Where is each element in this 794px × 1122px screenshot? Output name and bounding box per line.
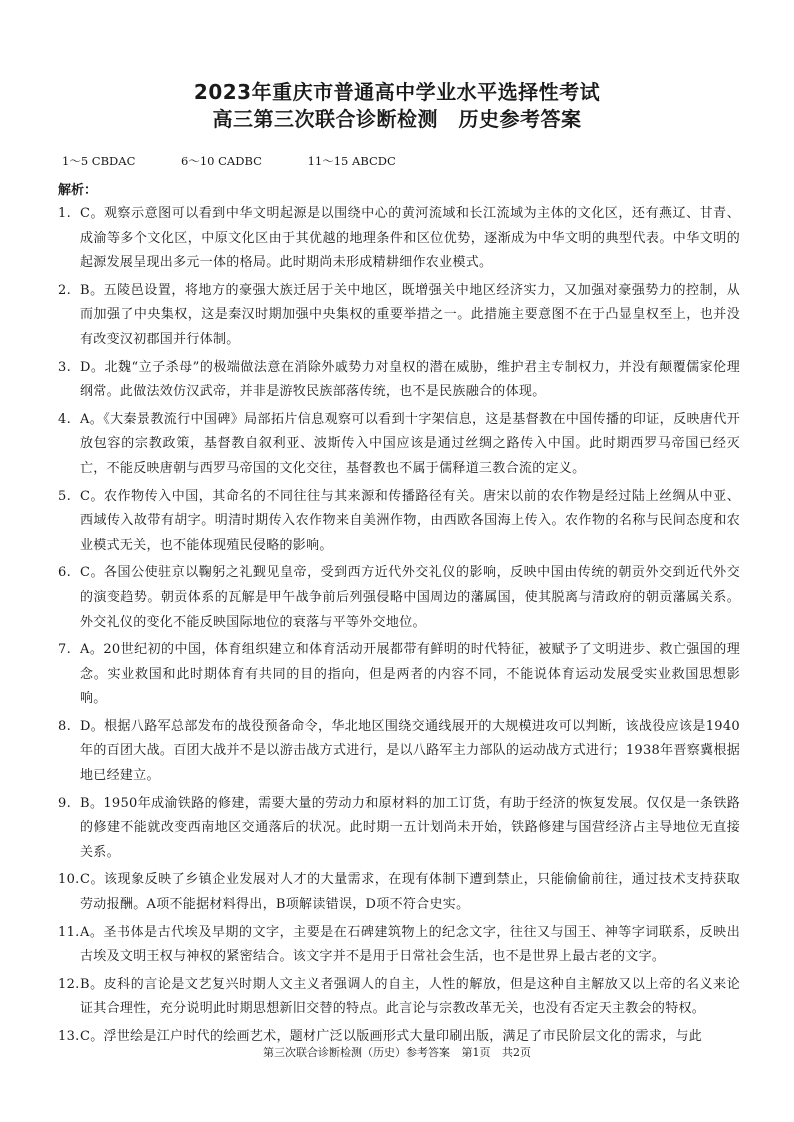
item-number: 11. xyxy=(58,924,80,940)
analysis-item xyxy=(58,973,740,1022)
analysis-item xyxy=(58,408,740,482)
item-number: 3. xyxy=(58,359,72,375)
item-number: 13. xyxy=(58,1029,80,1044)
analysis-item xyxy=(58,868,740,917)
item-text: A。圣书体是古代埃及早期的文字，主要是在石碑建筑物上的纪念文字，往往又与国王、神等字词联系，反映出古埃及文明王权与神权的紧密结合。该文字并不是用于日常社会生活，也不是世界上最古老的文字。 xyxy=(80,924,740,965)
item-text: B。五陵邑设置，将地方的豪强大族迁居于关中地区，既增强关中地区经济实力，又加强对豪强势力的控制，从而加强了中央集权，这是秦汉时期加强中央集权的重要举措之一。此措施主要意图不在于凸显皇权至上，也并没有改变汉初郡国并行体制。 xyxy=(80,282,740,347)
item-text: D。根据八路军总部发布的战役预备命令，华北地区围绕交通线展开的大规模进攻可以判断，该战役应该是1940年的百团大战。百团大战并不是以游击战方式进行，是以八路军主力部队的运动战方式进行；1938年晋察冀根据地已经建立。 xyxy=(80,718,740,784)
item-number: 8. xyxy=(58,718,72,734)
answer-key-group: 11～15 ABCDC xyxy=(307,154,396,168)
item-number: 5. xyxy=(58,488,72,504)
analysis-item xyxy=(58,485,740,559)
item-number: 6. xyxy=(58,565,72,581)
item-text: C。农作物传入中国，其命名的不同往往与其来源和传播路径有关。唐宋以前的农作物是经过陆上丝绸从中亚、西域传入故带有胡字。明清时期传入农作物来自美洲作物，由西欧各国海上传入。农作物的名称与民间态度和农业模式无关，也不能体现殖民侵略的影响。 xyxy=(80,488,740,553)
item-text: A。20世纪初的中国，体育组织建立和体育活动开展都带有鲜明的时代特征，被赋予了文明进步、救亡强国的理念。实业救国和此时期体育有共同的目的指向，但是两者的内容不同，不能说体育运动发展受实业救国思想影响。 xyxy=(80,642,740,707)
footer-page-number: 第1页 xyxy=(461,1046,491,1059)
item-text: A。《大秦景教流行中国碑》局部拓片信息观察可以看到十字架信息，这是基督教在中国传播的印证，反映唐代开放包容的宗教政策，基督教自叙利亚、波斯传入中国应该是通过丝绸之路传入中国。此时期西罗马帝国已经灭亡，不能反映唐朝与西罗马帝国的文化交往，基督教也不属于儒释道三教合流的定义。 xyxy=(80,411,740,476)
analysis-item xyxy=(58,561,740,635)
page-title: 2023年重庆市普通高中学业水平选择性考试 xyxy=(193,80,601,104)
analysis-item xyxy=(58,356,740,405)
page-footer xyxy=(0,1044,794,1060)
item-text: C。观察示意图可以看到中华文明起源是以围绕中心的黄河流域和长江流域为主体的文化区，还有燕辽、甘青、成渝等多个文化区，中原文化区由于其优越的地理条件和区位优势，逐渐成为中华文明的典型代表。中华文明的起源发展呈现出多元一体的格局。此时期尚未形成精耕细作农业模式。 xyxy=(80,206,740,271)
item-text: C。浮世绘是江户时代的绘画艺术，题材广泛以版画形式大量印刷出版，满足了市民阶层文化的需求，与此 xyxy=(80,1029,703,1044)
answer-key-group: 6～10 CADBC xyxy=(181,154,262,168)
item-number: 12. xyxy=(58,976,80,992)
answer-key-group: 1～5 CBDAC xyxy=(62,154,136,168)
item-number: 9. xyxy=(58,795,72,811)
answer-key-row xyxy=(62,153,438,169)
item-number: 4. xyxy=(58,411,72,427)
analysis-item xyxy=(58,715,740,789)
analysis-item xyxy=(58,279,740,353)
analysis-heading: 解析： xyxy=(58,183,98,198)
item-text: D。北魏“立子杀母”的极端做法意在消除外戚势力对皇权的潜在威胁，维护君主专制权力，并没有颠覆儒家伦理纲常。此做法效仿汉武帝，并非是游牧民族部落传统，也不是民族融合的体现。 xyxy=(80,359,740,400)
item-number: 10. xyxy=(58,872,80,888)
analysis-item xyxy=(58,202,740,276)
footer-page-total: 共2页 xyxy=(502,1046,531,1059)
item-number: 2. xyxy=(58,282,72,298)
analysis-item xyxy=(58,638,740,712)
item-text: C。各国公使驻京以鞠躬之礼觐见皇帝，受到西方近代外交礼仪的影响，反映中国由传统的朝贡外交到近代外交的演变趋势。朝贡体系的瓦解是甲午战争前后列强侵略中国周边的藩属国，使其脱离与清政府的朝贡藩属关系。外交礼仪的变化不能反映国际地位的衰落与平等外交地位。 xyxy=(80,565,740,630)
analysis-item xyxy=(58,792,740,866)
analysis-list xyxy=(58,202,740,1053)
analysis-item xyxy=(58,921,740,970)
item-number: 1. xyxy=(58,206,72,221)
item-text: C。该现象反映了乡镇企业发展对人才的大量需求，在现有体制下遭到禁止，只能偷偷前往，通过技术支持获取劳动报酬。A项不能据材料得出，B项解读错误，D项不符合史实。 xyxy=(80,872,740,913)
page-subtitle: 高三第三次联合诊断检测 历史参考答案 xyxy=(212,107,582,131)
item-text: B。皮科的言论是文艺复兴时期人文主义者强调人的自主，人性的解放，但是这种自主解放又以上帝的名义来论证其合理性，充分说明此时期思想新旧交替的特点。此言论与宗教改革无关，也没有否定天主教会的特权。 xyxy=(80,976,740,1017)
item-number: 7. xyxy=(58,642,72,658)
footer-doc-title: 第三次联合诊断检测（历史）参考答案 xyxy=(263,1046,450,1059)
item-text: B。1950年成渝铁路的修建，需要大量的劳动力和原材料的加工订货，有助于经济的恢复发展。仅仅是一条铁路的修建不能就改变西南地区交通落后的状况。此时期一五计划尚未开始，铁路修建与国营经济占主导地位无直接关系。 xyxy=(80,795,740,860)
